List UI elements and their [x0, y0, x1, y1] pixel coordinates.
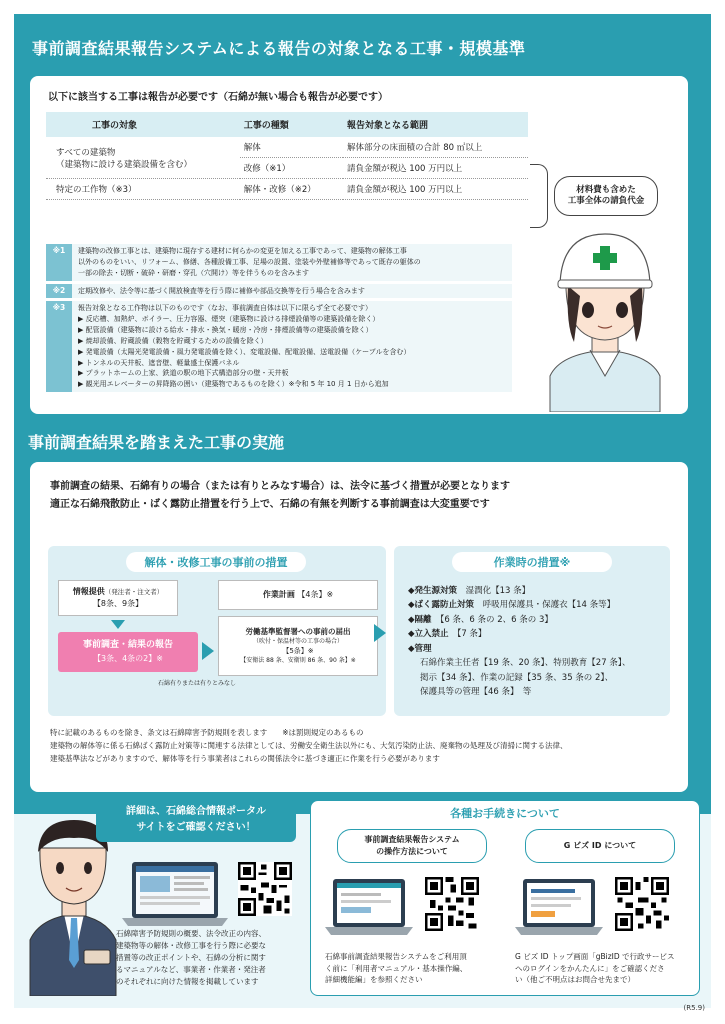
measure-label: ◆立入禁止 — [408, 629, 449, 640]
table-cell: 請負金額が税込 100 万円以上 — [343, 179, 528, 200]
leaflet-page — [14, 14, 711, 1008]
measures-card — [30, 462, 688, 792]
measure-text: 呼吸用保護具・保護衣【14 条等】 — [482, 600, 616, 611]
note-line: ▶ 配管設備（建築物に設ける給水・排水・換気・暖房・冷房・排煙設備等の建築設備を除く） — [78, 326, 373, 335]
note-tag: ※2 — [46, 284, 72, 299]
note-item — [46, 244, 512, 281]
info-sub: （発注者・注文者） — [104, 588, 164, 597]
note-item — [46, 301, 512, 392]
table-cell: 解体・改修（※2） — [240, 179, 343, 200]
note-body — [72, 244, 512, 281]
survey-ref: 【3条、4条の2】※ — [93, 653, 163, 663]
gbiz-laptop-image — [515, 877, 603, 937]
procedures-title: 各種お手続きについて — [450, 807, 560, 820]
work-measures-panel — [394, 546, 670, 716]
criteria-intro: 以下に該当する工事は報告が必要です（石綿が無い場合も報告が必要です） — [48, 92, 388, 103]
criteria-table — [46, 112, 528, 200]
management-line: 保護具等の管理【46 条】 等 — [420, 687, 532, 698]
notes-list — [46, 244, 512, 395]
gbiz-text-line: G ビズ ID トップ画面「gBizID で行政サービス — [515, 952, 675, 961]
note-line: 建築物の改修工事とは、建築物に現存する建材に何らかの変更を加える工事であって、建築物の解体工事 — [78, 247, 407, 255]
contract-price-callout — [554, 176, 658, 216]
info-title: 情報提供 — [72, 587, 105, 597]
info-ref: 【8条、9条】 — [92, 599, 144, 608]
portal-section — [26, 800, 302, 996]
survey-title: 事前調査・結果の報告 — [82, 640, 173, 651]
measure-label: ◆ばく露防止対策 — [408, 600, 475, 611]
notify-ref: 【5条】※ — [282, 647, 314, 656]
gbiz-qr-code[interactable] — [615, 877, 669, 931]
laptop-screenshot-image — [122, 860, 228, 930]
table-row — [46, 179, 528, 200]
note-line: 一部の除去・切断・破砕・研磨・穿孔（穴開け）等を伴うものを含みます — [78, 268, 309, 277]
note-line: 報告対象となる工作物は以下のものです（なお、事前調査自体は以下に限らず全て必要です） — [78, 304, 372, 313]
target-label: すべての建築物 — [56, 147, 116, 158]
system-line: 事前調査結果報告システム — [364, 835, 460, 845]
page-title: 事前調査結果報告システムによる報告の対象となる工事・規模基準 — [32, 39, 526, 58]
version-label: (R5.9) — [683, 1004, 705, 1012]
table-header-row — [46, 112, 528, 137]
callout-line: 材料費も含めた — [576, 184, 636, 195]
table-row — [46, 137, 528, 158]
portal-heading-line: 詳細は、石綿総合情報ポータル — [126, 806, 266, 817]
measure-item — [408, 584, 631, 598]
portal-line: 措置等の改正ポイントや、石綿の分析に関す — [116, 953, 266, 962]
callout-line: 工事全体の請負代金 — [567, 196, 645, 206]
worker-helmet-illustration — [530, 226, 680, 412]
note-line: 以外のものをいい、リフォーム、修繕、各種設備工事、足場の設置、塗装や外壁補修等であって既存の躯体の — [78, 257, 421, 266]
column-header: 報告対象となる範囲 — [343, 112, 528, 137]
table-cell: 特定の工作物（※3） — [46, 179, 240, 200]
column-header: 工事の種類 — [240, 112, 343, 137]
portal-description — [116, 928, 300, 988]
footnote-line: 特に記載のあるものを除き、条文は石綿障害予防規則を表します ※は罰則規定のあるもの — [50, 728, 364, 737]
table-cell: 請負金額が税込 100 万円以上 — [343, 158, 528, 179]
measure-label: ◆管理 — [408, 643, 432, 654]
plan-ref: 【4条】※ — [297, 590, 334, 600]
table-cell: 解体部分の床面積の合計 80 ㎡以上 — [343, 137, 528, 158]
note-tag: ※1 — [46, 244, 72, 281]
target-sub-label: （建築物に設ける建築設備を含む） — [56, 159, 193, 170]
section-title: 事前調査結果を踏まえた工事の実施 — [28, 433, 285, 452]
system-manual-text — [325, 951, 505, 986]
notify-sub: （吹付・保温材等の工事の場合） — [252, 637, 343, 645]
notify-ref: 【安衛法 88 条、安衛則 86 条、90 条】※ — [240, 656, 356, 664]
right-arrow — [202, 642, 214, 660]
table-cell — [46, 137, 240, 179]
work-measures-list — [408, 584, 631, 700]
system-manual-box — [337, 829, 487, 863]
system-text-line: く前に「利用者マニュアル・基本操作編、 — [325, 963, 468, 973]
work-measures-title: 作業時の措置※ — [452, 552, 612, 572]
portal-qr-code[interactable] — [238, 862, 292, 916]
gbiz-text-line: へのログインをかんたんに」をご確認くださ — [515, 963, 665, 973]
note-line: ▶ 発電設備（太陽光発電設備・風力発電設備を除く）、変電設備、配電設備、送電設備（ケーブルを含む） — [78, 347, 411, 356]
note-line: ▶ トンネルの天井板、遮音壁、軽量盛土保護パネル — [78, 358, 240, 367]
system-qr-code[interactable] — [425, 877, 479, 931]
notify-title: 労働基準監督署への事前の届出 — [245, 626, 351, 636]
lead-line: 事前調査の結果、石綿有りの場合（または有りとみなす場合）は、法令に基づく措置が必要となります — [50, 481, 510, 492]
measure-text: 湿潤化【13 条】 — [465, 586, 531, 596]
portal-line: るマニュアルなど、事業者・作業者・発注者 — [116, 965, 266, 974]
portal-line: のそれぞれに向けた情報を掲載しています — [116, 977, 259, 986]
column-header: 工事の対象 — [46, 112, 240, 137]
system-laptop-image — [325, 877, 413, 937]
gbiz-box — [525, 829, 675, 863]
work-plan-box — [218, 580, 378, 610]
lead-line: 適正な石綿飛散防止・ばく露防止措置を行う上で、石綿の有無を判断する事前調査は大変重要です — [50, 498, 490, 510]
bracket-connector — [530, 164, 548, 228]
system-text-line: 詳細機能編」を参照ください — [325, 975, 423, 985]
portal-heading-line: サイトをご確認ください！ — [136, 821, 256, 833]
measure-item — [408, 642, 631, 656]
note-line: ▶ 観光用エレベーターの昇降路の囲い（建築物であるものを除く）※令和 5 年 10 月 1 日から追加 — [78, 380, 389, 389]
management-line: 石綿作業主任者【19 条、20 条】、特別教育【27 条】、 — [420, 658, 631, 669]
note-line: ▶ 反応槽、加熱炉、ボイラー、圧力容器、煙突（建築物に設ける排煙設備等の建築設備を除く） — [78, 315, 380, 324]
note-line: ▶ プラットホームの上家、鉄道の駅の地下式構造部分の壁・天井板 — [78, 369, 289, 378]
prior-notification-box — [218, 616, 378, 676]
pre-measures-title: 解体・改修工事の事前の措置 — [126, 552, 306, 572]
measures-lead — [50, 478, 510, 513]
table-cell: 改修（※1） — [240, 158, 343, 179]
survey-report-box — [58, 632, 198, 672]
right-arrow — [374, 624, 386, 642]
system-line: の操作方法について — [376, 847, 448, 856]
portal-heading — [96, 800, 296, 842]
measure-text: 【6 条、6 条の 2、6 条の 3】 — [440, 614, 553, 625]
gbiz-title: G ビズ ID について — [563, 841, 637, 851]
asbestos-present-note: 石綿有りまたは有りとみなし — [158, 680, 237, 687]
down-arrow — [111, 620, 125, 629]
info-provision-box — [58, 580, 178, 616]
note-tag: ※3 — [46, 301, 72, 392]
table-cell: 解体 — [240, 137, 343, 158]
measure-label: ◆発生源対策 — [408, 586, 458, 596]
portal-line: 石綿障害予防規則の概要、法令改正の内容、 — [116, 929, 266, 938]
portal-line: 建築物等の解体・改修工事を行う際に必要な — [116, 941, 266, 950]
system-text-line: 石綿事前調査結果報告システムをご利用頂 — [325, 952, 467, 961]
measure-item — [408, 627, 631, 641]
footnote-line: 建築物の解体等に係る石綿ばく露防止対策等に関連する法律としては、労働安全衛生法以外にも、大気汚染防止法、廃棄物の処理及び清掃に関する法律、 — [50, 741, 568, 751]
criteria-card — [30, 76, 688, 414]
legal-footnotes — [50, 726, 670, 765]
note-body — [72, 284, 512, 299]
measure-label: ◆隔離 — [408, 614, 432, 625]
measure-item — [408, 598, 631, 612]
note-line: ▶ 焼却設備、貯蔵設備（穀物を貯蔵するための設備を除く） — [78, 336, 268, 345]
footnote-line: 建築基準法などがありますので、解体等を行う事業者はこれらの関係法令に基づき適正に作業を行う必要があります — [50, 754, 440, 764]
plan-title: 作業計画 — [262, 590, 295, 600]
gbiz-text — [515, 951, 697, 986]
gbiz-text-line: い（他ご不明点はお問合せ先まで） — [515, 975, 635, 985]
management-line: 掲示【34 条】、作業の記録【35 条、35 条の 2】、 — [420, 672, 614, 683]
procedures-section — [310, 800, 700, 996]
note-item — [46, 284, 512, 299]
measure-item — [408, 613, 631, 627]
measure-text: 【7 条】 — [457, 629, 487, 640]
note-body — [72, 301, 512, 392]
pre-measures-panel — [48, 546, 386, 716]
note-line: 定期改修や、法令等に基づく開放検査等を行う際に補修や部品交換等を行う場合を含みます — [78, 286, 365, 295]
